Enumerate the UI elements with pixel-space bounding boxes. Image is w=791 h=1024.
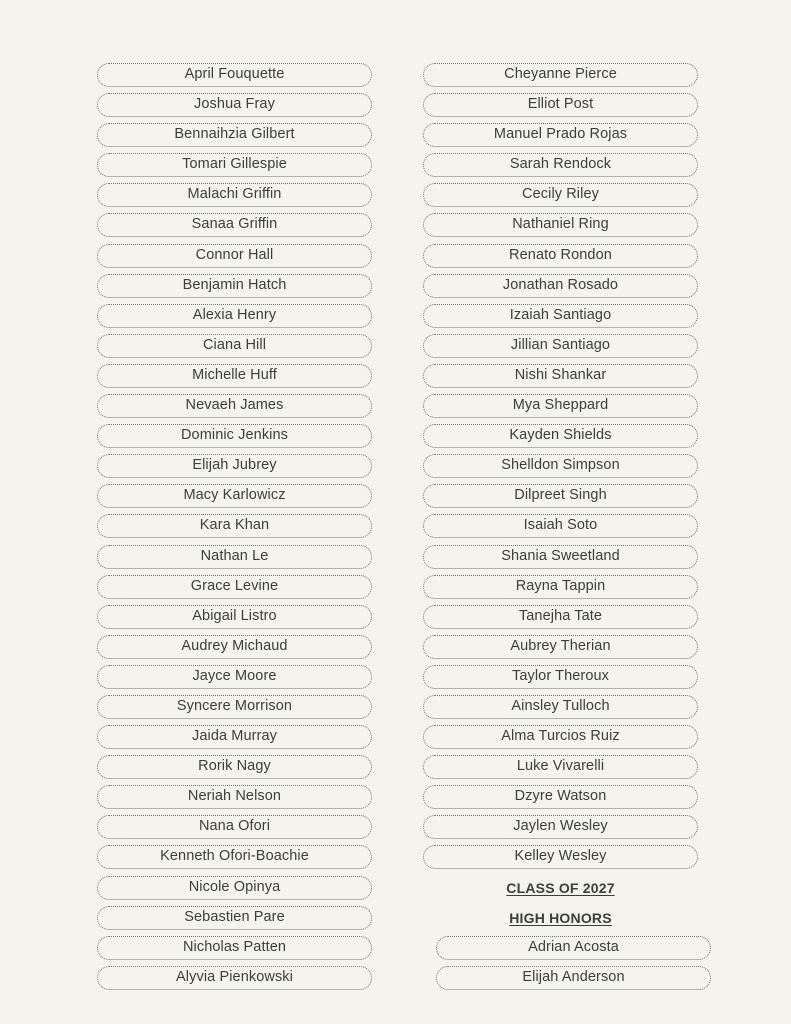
name-entry: Alyvia Pienkowski bbox=[97, 966, 372, 990]
name-entry: Ainsley Tulloch bbox=[423, 695, 698, 719]
name-entry: Bennaihzia Gilbert bbox=[97, 123, 372, 147]
name-entry: April Fouquette bbox=[97, 63, 372, 87]
name-entry: Nathan Le bbox=[97, 545, 372, 569]
name-entry: Shelldon Simpson bbox=[423, 454, 698, 478]
name-entry: Jillian Santiago bbox=[423, 334, 698, 358]
left-name-column bbox=[97, 63, 372, 996]
name-entry: Alma Turcios Ruiz bbox=[423, 725, 698, 749]
name-entry: Aubrey Therian bbox=[423, 635, 698, 659]
name-entry: Taylor Theroux bbox=[423, 665, 698, 689]
name-entry: Neriah Nelson bbox=[97, 785, 372, 809]
honors-name-list bbox=[423, 936, 698, 990]
name-entry: Audrey Michaud bbox=[97, 635, 372, 659]
name-entry: Nana Ofori bbox=[97, 815, 372, 839]
name-entry: Elijah Jubrey bbox=[97, 454, 372, 478]
name-entry: Kayden Shields bbox=[423, 424, 698, 448]
name-entry: Michelle Huff bbox=[97, 364, 372, 388]
name-entry: Benjamin Hatch bbox=[97, 274, 372, 298]
name-entry: Tomari Gillespie bbox=[97, 153, 372, 177]
name-entry: Cheyanne Pierce bbox=[423, 63, 698, 87]
name-entry: Nevaeh James bbox=[97, 394, 372, 418]
name-entry: Tanejha Tate bbox=[423, 605, 698, 629]
name-entry: Cecily Riley bbox=[423, 183, 698, 207]
name-entry: Nishi Shankar bbox=[423, 364, 698, 388]
name-entry: Connor Hall bbox=[97, 244, 372, 268]
name-entry: Kenneth Ofori-Boachie bbox=[97, 845, 372, 869]
name-entry: Sarah Rendock bbox=[423, 153, 698, 177]
right-name-column bbox=[423, 63, 698, 996]
name-entry: Kara Khan bbox=[97, 514, 372, 538]
name-entry: Mya Sheppard bbox=[423, 394, 698, 418]
name-entry: Jaida Murray bbox=[97, 725, 372, 749]
name-entry: Rorik Nagy bbox=[97, 755, 372, 779]
name-entry: Sebastien Pare bbox=[97, 906, 372, 930]
name-entry: Alexia Henry bbox=[97, 304, 372, 328]
name-entry: Isaiah Soto bbox=[423, 514, 698, 538]
name-entry: Abigail Listro bbox=[97, 605, 372, 629]
class-heading: CLASS OF 2027 bbox=[506, 879, 615, 896]
name-entry: Syncere Morrison bbox=[97, 695, 372, 719]
name-entry: Rayna Tappin bbox=[423, 575, 698, 599]
name-entry: Adrian Acosta bbox=[436, 936, 711, 960]
name-entry: Luke Vivarelli bbox=[423, 755, 698, 779]
name-entry: Dzyre Watson bbox=[423, 785, 698, 809]
name-entry: Shania Sweetland bbox=[423, 545, 698, 569]
name-entry: Dilpreet Singh bbox=[423, 484, 698, 508]
name-entry: Jayce Moore bbox=[97, 665, 372, 689]
right-name-list bbox=[423, 63, 698, 869]
honors-heading: HIGH HONORS bbox=[509, 909, 612, 926]
name-entry: Dominic Jenkins bbox=[97, 424, 372, 448]
name-entry: Izaiah Santiago bbox=[423, 304, 698, 328]
name-entry: Elijah Anderson bbox=[436, 966, 711, 990]
name-entry: Kelley Wesley bbox=[423, 845, 698, 869]
name-entry: Nicholas Patten bbox=[97, 936, 372, 960]
name-entry: Manuel Prado Rojas bbox=[423, 123, 698, 147]
name-entry: Grace Levine bbox=[97, 575, 372, 599]
name-entry: Nicole Opinya bbox=[97, 876, 372, 900]
name-entry: Renato Rondon bbox=[423, 244, 698, 268]
name-entry: Jonathan Rosado bbox=[423, 274, 698, 298]
name-entry: Sanaa Griffin bbox=[97, 213, 372, 237]
name-entry: Nathaniel Ring bbox=[423, 213, 698, 237]
name-entry: Jaylen Wesley bbox=[423, 815, 698, 839]
name-entry: Malachi Griffin bbox=[97, 183, 372, 207]
name-entry: Elliot Post bbox=[423, 93, 698, 117]
name-entry: Macy Karlowicz bbox=[97, 484, 372, 508]
name-entry: Ciana Hill bbox=[97, 334, 372, 358]
name-entry: Joshua Fray bbox=[97, 93, 372, 117]
